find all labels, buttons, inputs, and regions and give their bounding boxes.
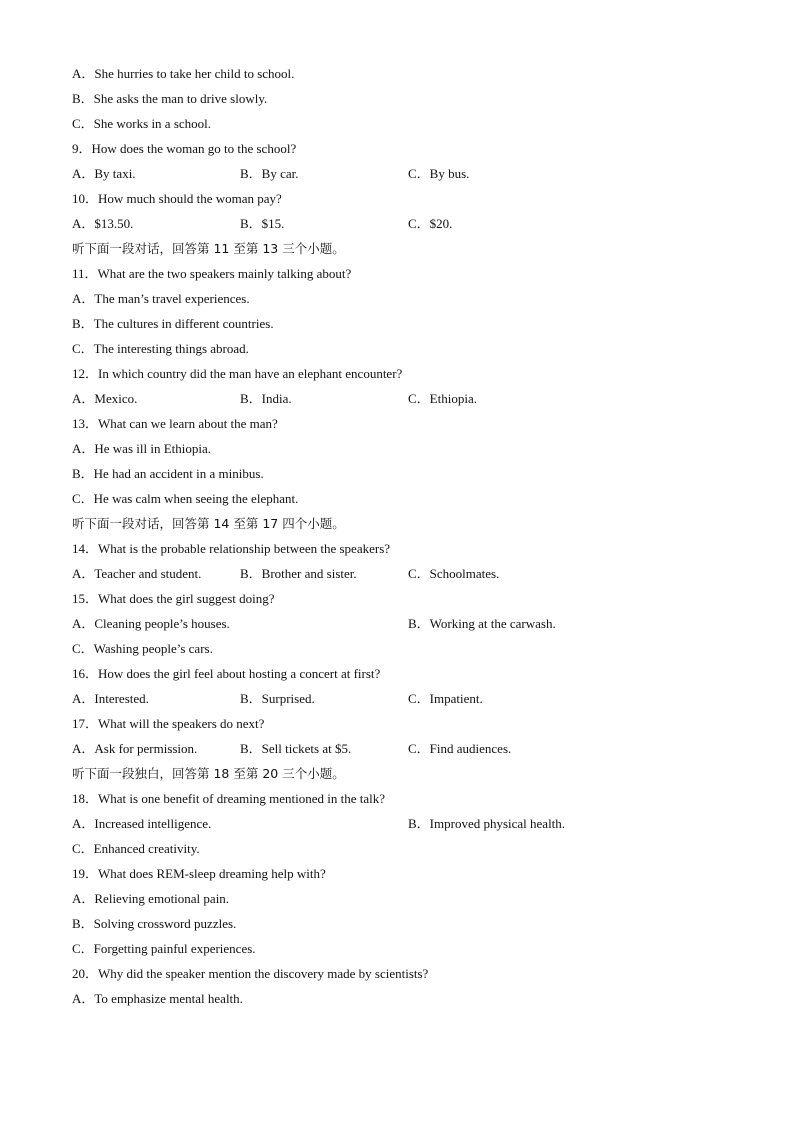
- answer-option: A．Mexico.: [72, 391, 138, 406]
- answer-option: C．The interesting things abroad.: [72, 341, 249, 356]
- options-line: [72, 211, 752, 236]
- question-text: 12．In which country did the man have an elephant encounter?: [72, 366, 403, 381]
- answer-option: C．Schoolmates.: [408, 566, 500, 581]
- answer-option: A．Cleaning people’s houses.: [72, 616, 230, 631]
- options-line: [72, 886, 752, 911]
- question-line: [72, 961, 752, 986]
- options-line: [72, 311, 752, 336]
- answer-option: A．Relieving emotional pain.: [72, 891, 230, 906]
- answer-option: B．By car.: [240, 166, 299, 181]
- question-text: 11．What are the two speakers mainly talking about?: [72, 266, 352, 281]
- section-instruction: [72, 761, 752, 786]
- answer-option: B．India.: [240, 391, 292, 406]
- options-line: [72, 986, 752, 1011]
- answer-option: B．She asks the man to drive slowly.: [72, 91, 268, 106]
- answer-option: C．He was calm when seeing the elephant.: [72, 491, 299, 506]
- options-line: [72, 286, 752, 311]
- options-line: [72, 111, 752, 136]
- answer-option: A．Teacher and student.: [72, 566, 202, 581]
- question-text: 18．What is one benefit of dreaming mentioned in the talk?: [72, 791, 385, 806]
- options-line: [72, 61, 752, 86]
- options-line: [72, 911, 752, 936]
- options-line: [72, 461, 752, 486]
- question-text: 15．What does the girl suggest doing?: [72, 591, 275, 606]
- answer-option: A．The man’s travel experiences.: [72, 291, 250, 306]
- question-text: 14．What is the probable relationship between the speakers?: [72, 541, 391, 556]
- answer-option: C．She works in a school.: [72, 116, 212, 131]
- options-line: [72, 86, 752, 111]
- answer-option: B．Solving crossword puzzles.: [72, 916, 237, 931]
- question-line: [72, 261, 752, 286]
- answer-option: A．He was ill in Ethiopia.: [72, 441, 212, 456]
- options-line: [72, 386, 752, 411]
- question-line: [72, 136, 752, 161]
- question-line: [72, 586, 752, 611]
- answer-option: C．$20.: [408, 216, 453, 231]
- answer-option: C．Impatient.: [408, 691, 483, 706]
- exam-page: [72, 61, 752, 1011]
- answer-option: C．Find audiences.: [408, 741, 512, 756]
- answer-option: B．Sell tickets at $5.: [240, 741, 352, 756]
- options-line: [72, 611, 752, 636]
- question-line: [72, 711, 752, 736]
- question-text: 9．How does the woman go to the school?: [72, 141, 297, 156]
- answer-option: B．Brother and sister.: [240, 566, 357, 581]
- answer-option: B．Working at the carwash.: [408, 616, 556, 631]
- question-text: 19．What does REM-sleep dreaming help with?: [72, 866, 326, 881]
- question-line: [72, 786, 752, 811]
- answer-option: B．Surprised.: [240, 691, 315, 706]
- answer-option: A．By taxi.: [72, 166, 136, 181]
- options-line: [72, 561, 752, 586]
- question-text: 20．Why did the speaker mention the discovery made by scientists?: [72, 966, 429, 981]
- answer-option: C．Enhanced creativity.: [72, 841, 200, 856]
- options-line: [72, 736, 752, 761]
- answer-option: C．Ethiopia.: [408, 391, 477, 406]
- answer-option: C．Forgetting painful experiences.: [72, 941, 256, 956]
- options-line: [72, 936, 752, 961]
- question-line: [72, 661, 752, 686]
- options-line: [72, 161, 752, 186]
- options-line: [72, 636, 752, 661]
- question-text: 17．What will the speakers do next?: [72, 716, 265, 731]
- answer-option: C．By bus.: [408, 166, 470, 181]
- question-text: 10．How much should the woman pay?: [72, 191, 282, 206]
- answer-option: A．Interested.: [72, 691, 149, 706]
- options-line: [72, 836, 752, 861]
- question-line: [72, 361, 752, 386]
- answer-option: B．Improved physical health.: [408, 816, 566, 831]
- instruction-text: 听下面一段独白，回答第 18 至第 20 三个小题。: [72, 766, 345, 781]
- answer-option: B．$15.: [240, 216, 285, 231]
- options-line: [72, 436, 752, 461]
- question-text: 16．How does the girl feel about hosting a concert at first?: [72, 666, 381, 681]
- answer-option: A．$13.50.: [72, 216, 134, 231]
- section-instruction: [72, 236, 752, 261]
- instruction-text: 听下面一段对话，回答第 11 至第 13 三个小题。: [72, 241, 345, 256]
- options-line: [72, 336, 752, 361]
- question-line: [72, 186, 752, 211]
- options-line: [72, 686, 752, 711]
- answer-option: A．Increased intelligence.: [72, 816, 212, 831]
- instruction-text: 听下面一段对话，回答第 14 至第 17 四个小题。: [72, 516, 345, 531]
- options-line: [72, 811, 752, 836]
- answer-option: B．The cultures in different countries.: [72, 316, 274, 331]
- section-instruction: [72, 511, 752, 536]
- answer-option: C．Washing people’s cars.: [72, 641, 213, 656]
- options-line: [72, 486, 752, 511]
- question-line: [72, 536, 752, 561]
- question-line: [72, 411, 752, 436]
- answer-option: A．She hurries to take her child to school.: [72, 66, 295, 81]
- answer-option: A．Ask for permission.: [72, 741, 198, 756]
- question-line: [72, 861, 752, 886]
- answer-option: A．To emphasize mental health.: [72, 991, 243, 1006]
- answer-option: B．He had an accident in a minibus.: [72, 466, 264, 481]
- question-text: 13．What can we learn about the man?: [72, 416, 278, 431]
